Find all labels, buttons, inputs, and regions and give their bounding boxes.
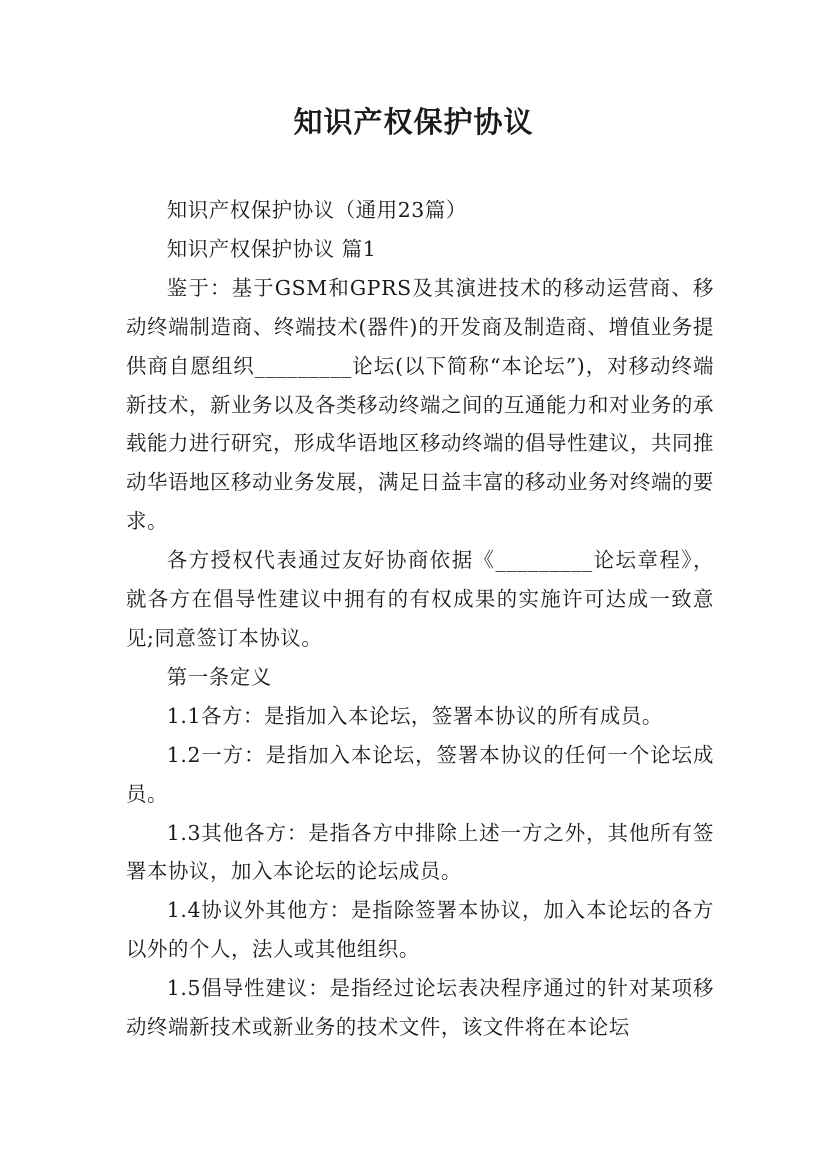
clause-1-5: 1.5倡导性建议：是指经过论坛表决程序通过的针对某项移动终端新技术或新业务的技术文件，该文件将在本论坛 bbox=[126, 976, 714, 1040]
clause-1-3: 1.3其他各方：是指各方中排除上述一方之外，其他所有签署本协议，加入本论坛的论坛成员。 bbox=[126, 820, 714, 884]
clause-1-1: 1.1各方：是指加入本论坛，签署本协议的所有成员。 bbox=[166, 703, 663, 728]
document-title: 知识产权保护协议 bbox=[293, 105, 534, 139]
clause-1-4: 1.4协议外其他方：是指除签署本协议，加入本论坛的各方以外的个人，法人或其他组织。 bbox=[126, 898, 714, 962]
paragraph-preamble: 鉴于：基于GSM和GPRS及其演进技术的移动运营商、移动终端制造商、终端技术(器件)的开发商及制造商、增值业务提供商自愿组织_________论坛(以下简称“本论坛”)，对移动终端新技术，新业务以及各类移动终端之间的互通能力和对业务的承载能力进行研究，形成华语地区移动终端的倡导性建议，共同推动华语地区移动业务发展，满足日益丰富的移动业务对终端的要求。 bbox=[126, 275, 714, 534]
paragraph-agreement-basis: 各方授权代表通过友好协商依据《_________论坛章程》，就各方在倡导性建议中拥有的有权成果的实施许可达成一致意见;同意签订本协议。 bbox=[126, 548, 714, 650]
document-body bbox=[126, 191, 714, 1047]
paragraph-heading-part-1: 知识产权保护协议 篇1 bbox=[166, 236, 377, 261]
article-1-heading: 第一条定义 bbox=[166, 664, 272, 689]
paragraph-heading-collection: 知识产权保护协议（通用23篇） bbox=[166, 198, 467, 222]
clause-1-2: 1.2一方：是指加入本论坛，签署本协议的任何一个论坛成员。 bbox=[126, 742, 714, 806]
